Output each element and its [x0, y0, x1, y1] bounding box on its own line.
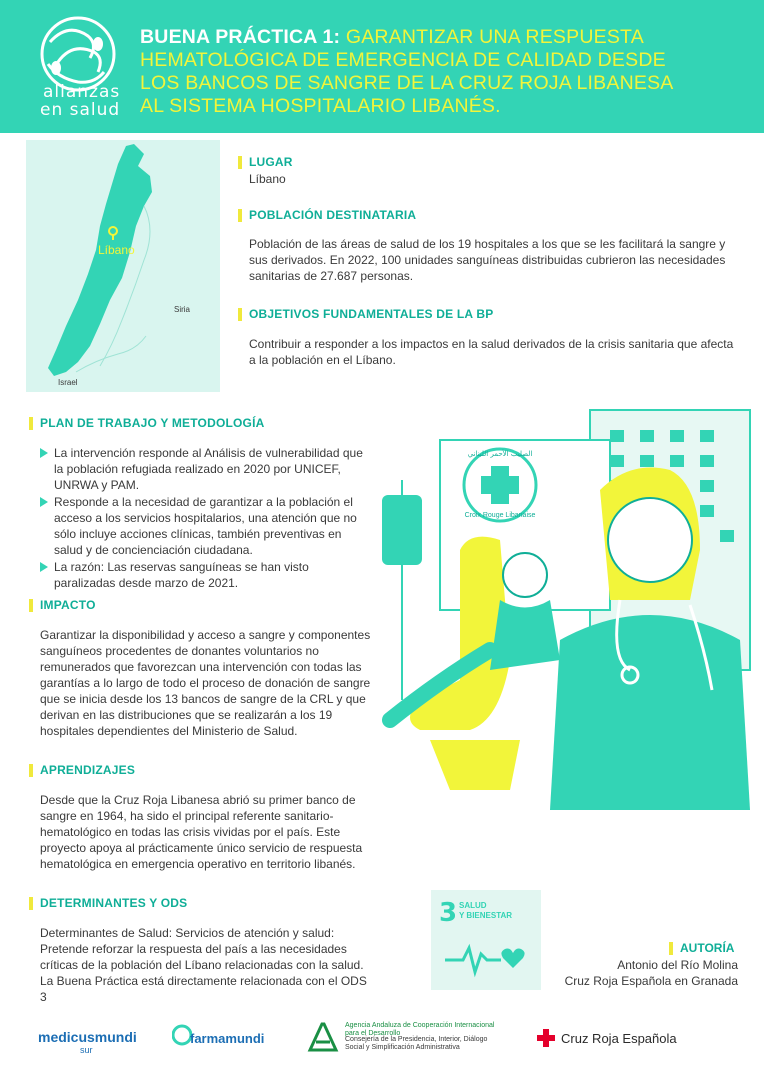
cruz-roja-logo: Cruz Roja Española [561, 1031, 677, 1046]
poblacion-heading: POBLACIÓN DESTINATARIA [249, 208, 417, 222]
andalucia-agency-text: Agencia Andaluza de Cooperación Internacional para el Desarrollo [345, 1022, 495, 1037]
ods-label-line2: Y BIENESTAR [459, 911, 513, 920]
map-label-lebanon: Líbano [98, 243, 135, 257]
lugar-heading: LUGAR [249, 155, 293, 169]
medicusmundi-logo: medicusmundi [38, 1029, 137, 1045]
farmamundi-icon [172, 1022, 192, 1048]
lugar-text: Líbano [249, 172, 286, 186]
ods-label-line1: SALUD [459, 901, 487, 910]
red-cross-icon [536, 1028, 556, 1048]
page-title [140, 26, 700, 118]
autoria-heading: AUTORÍA [680, 941, 735, 955]
blood-donation-illustration [360, 400, 764, 810]
plan-bullet-list [40, 445, 370, 592]
hospital-sign-text: Croix Rouge Libanaise [464, 512, 536, 519]
objetivos-text: Contribuir a responder a los impactos en la salud derivados de la crisis sanitaria que afecta a la población en el Líbano. [249, 337, 734, 367]
aprendizajes-text: Desde que la Cruz Roja Libanesa abrió su primer banco de sangre en 1964, ha sido el principal referente sanitario-hematológico en todas las crisis vividas por el país. Este proyecto apoya al prácticamente único servicio de respuesta hematológica en emergencia operativo en territorio libanés. [40, 793, 363, 871]
plan-bullet: La intervención responde al Análisis de vulnerabilidad que la población refugiada realizado en 2020 por UNICEF, UNRWA y PAM. [40, 445, 370, 493]
logo-text-en-salud: en salud [40, 100, 121, 120]
ods-3-badge [431, 890, 541, 990]
title-main: GARANTIZAR UNA RESPUESTA HEMATOLÓGICA DE EMERGENCIA DE CALIDAD DESDE LOS BANCOS DE SANGRE DE LA CRUZ ROJA LIBANESA AL SISTEMA HOSPITALARIO LIBANÉS. [140, 26, 673, 117]
junta-andalucia-icon [306, 1020, 340, 1052]
impacto-heading: IMPACTO [40, 598, 96, 612]
determinantes-heading: DETERMINANTES Y ODS [40, 896, 188, 910]
determinantes-text: Determinantes de Salud: Servicios de atención y salud: Pretende reforzar la respuesta del país a las necesidades críticas de la población del Líbano relacionadas con la salud. La Buena Práctica está directamente relacionada con el ODS 3 [40, 926, 367, 1004]
lebanon-map-shape [26, 140, 220, 392]
plan-bullet: Responde a la necesidad de garantizar a la población el acceso a los servicios hospitalarios, una atención que no sólo incluye acciones clínicas, también preventivas en salud y de concienciación ciudadana. [40, 494, 370, 558]
hospital-sign-arabic: الصليب الأحمر اللبناني [467, 450, 533, 458]
plan-heading: PLAN DE TRABAJO Y METODOLOGÍA [40, 416, 265, 430]
map-label-israel: Israel [58, 378, 78, 387]
ods-number: 3 [439, 898, 458, 928]
logo-text-alianzas: alianzas [43, 82, 121, 102]
author-name: Antonio del Río Molina [617, 958, 738, 972]
ods-label [459, 901, 512, 921]
objetivos-heading: OBJETIVOS FUNDAMENTALES DE LA BP [249, 307, 494, 321]
plan-bullet: La razón: Las reservas sanguíneas se han visto paralizadas desde marzo de 2021. [40, 559, 370, 591]
header-banner [0, 0, 764, 133]
blood-bag-icon [382, 495, 422, 565]
map-label-syria: Siria [174, 305, 191, 314]
medicusmundi-sub: sur [80, 1045, 93, 1055]
farmamundi-logo: farmamundi [190, 1031, 265, 1046]
lebanon-map [26, 140, 220, 392]
author-organization: Cruz Roja Española en Granada [564, 974, 738, 988]
aprendizajes-heading: APRENDIZAJES [40, 763, 136, 777]
heartbeat-icon [441, 938, 531, 978]
impacto-text: Garantizar la disponibilidad y acceso a sangre y componentes sanguíneos procedentes de donantes voluntarios no remunerados que favorezcan una intervención con todas las garantías a lo largo de todo el proceso de donación de sangre que se inicia desde los 13 bancos de sangre de la CRL y que derivan en las distribuciones que se realizarán a los 19 hospitales dependientes del Ministerio de Salud. [40, 628, 371, 738]
title-prefix: BUENA PRÁCTICA 1: [140, 26, 346, 48]
andalucia-consejeria-text: Consejería de la Presidencia, Interior, Diálogo Social y Simplificación Administrativa [345, 1036, 488, 1051]
poblacion-text: Población de las áreas de salud de los 19 hospitales a los que se les facilitará la sangre y sus derivados. En 2022, 100 unidades sanguíneas distribuidas cubrieron las necesidades sanitarias de 27.687 personas. [249, 237, 726, 283]
